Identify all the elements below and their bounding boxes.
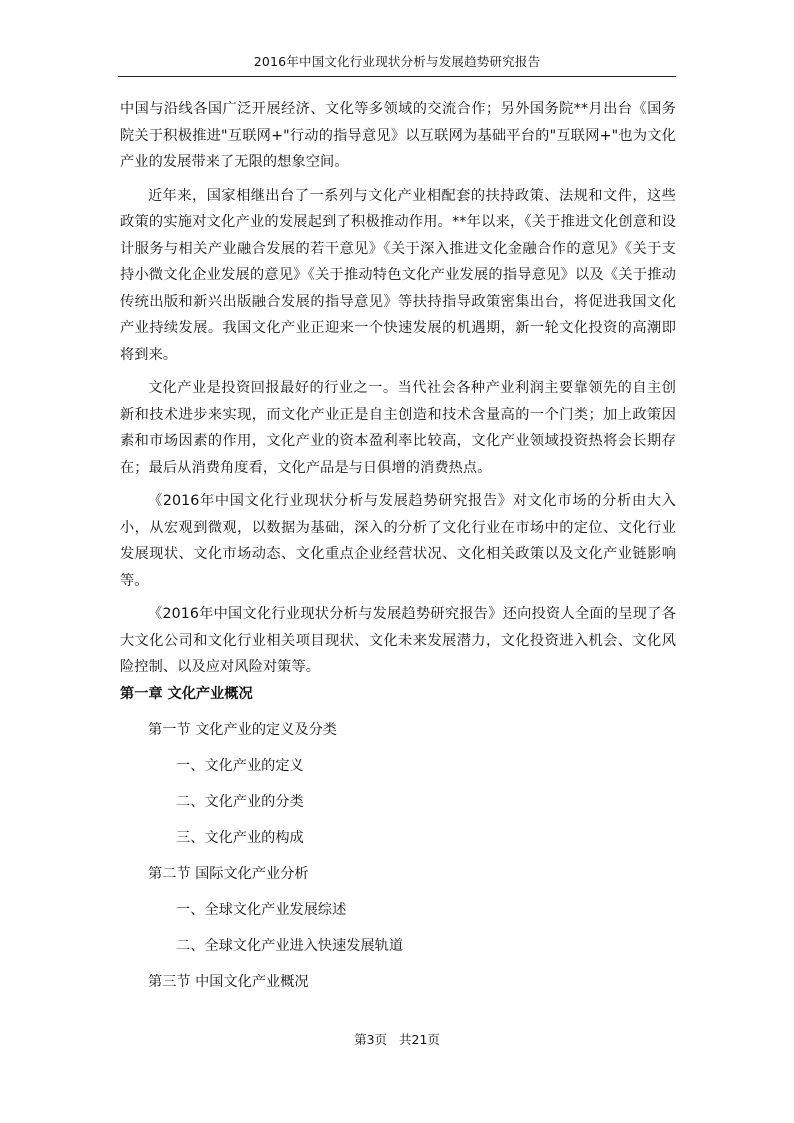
body-text	[120, 96, 676, 681]
toc-item: 二、文化产业的分类	[176, 794, 304, 810]
table-of-contents	[120, 676, 676, 1000]
page-number: 第3页	[354, 1032, 388, 1047]
toc-item: 二、全球文化产业进入快速发展轨道	[176, 938, 404, 954]
toc-section-1: 第一节 文化产业的定义及分类	[148, 722, 337, 738]
paragraph-continued: 中国与沿线各国广泛开展经济、文化等多领域的交流合作；另外国务院**月出台《国务院关于积极推进"互联网+"行动的指导意见》以互联网为基础平台的"互联网+"也为文化产业的发展带来了无限的想象空间。	[120, 101, 676, 170]
toc-section-3: 第三节 中国文化产业概况	[148, 974, 309, 990]
toc-item: 一、文化产业的定义	[176, 758, 304, 774]
toc-chapter-1: 第一章 文化产业概况	[120, 686, 253, 702]
paragraph-report-investors: 《2016年中国文化行业现状分析与发展趋势研究报告》还向投资人全面的呈现了各大文化公司和文化行业相关项目现状、文化未来发展潜力，文化投资进入机会、文化风险控制、以及应对风险对策等。	[120, 606, 676, 675]
page-total: 共21页	[399, 1032, 440, 1047]
toc-section-2: 第二节 国际文化产业分析	[148, 866, 309, 882]
toc-item: 三、文化产业的构成	[176, 830, 304, 846]
paragraph-report-scope: 《2016年中国文化行业现状分析与发展趋势研究报告》对文化市场的分析由大入小，从宏观到微观，以数据为基础，深入的分析了文化行业在市场中的定位、文化行业发展现状、文化市场动态、文化重点企业经营状况、文化相关政策以及文化产业链影响等。	[120, 493, 676, 589]
page-header	[118, 48, 676, 77]
toc-item: 一、全球文化产业发展综述	[176, 902, 347, 918]
header-title: 2016年中国文化行业现状分析与发展趋势研究报告	[253, 54, 541, 69]
paragraph-policy: 近年来，国家相继出台了一系列与文化产业相配套的扶持政策、法规和文件，这些政策的实施对文化产业的发展起到了积极推动作用。**年以来，《关于推进文化创意和设计服务与相关产业融合发展的若干意见》《关于深入推进文化金融合作的意见》《关于支持小微文化企业发展的意见》《关于推动特色文化产业发展的指导意见》以及《关于推动传统出版和新兴出版融合发展的指导意见》等扶持指导政策密集出台，将促进我国文化产业持续发展。我国文化产业正迎来一个快速发展的机遇期，新一轮文化投资的高潮即将到来。	[120, 187, 676, 363]
paragraph-investment: 文化产业是投资回报最好的行业之一。当代社会各种产业利润主要靠领先的自主创新和技术进步来实现，而文化产业正是自主创造和技术含量高的一个门类；加上政策因素和市场因素的作用，文化产业的资本盈利率比较高，文化产业领域投资热将会长期存在；最后从消费角度看，文化产品是与日俱增的消费热点。	[120, 380, 676, 476]
page-footer	[0, 1030, 794, 1050]
